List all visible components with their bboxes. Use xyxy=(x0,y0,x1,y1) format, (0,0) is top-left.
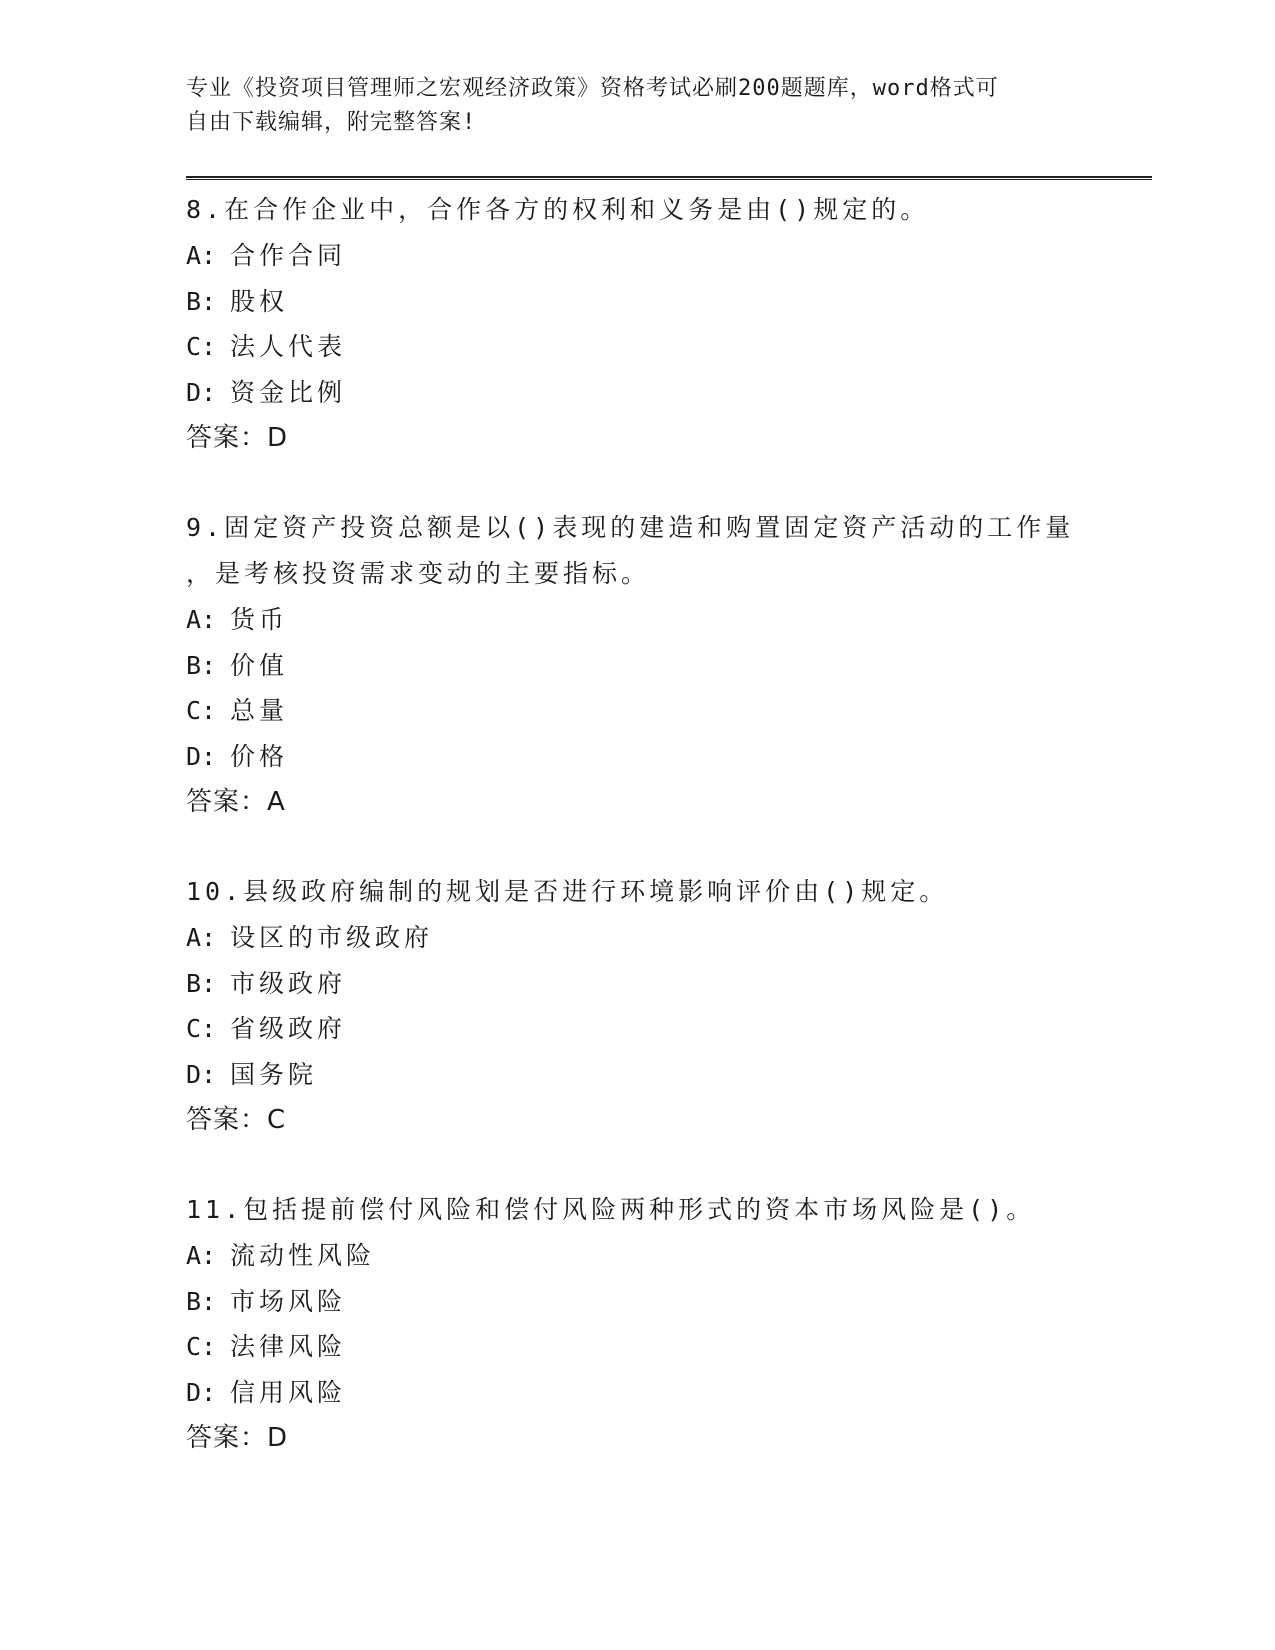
option-letter: A: xyxy=(186,1241,217,1270)
option-text: 信用风险 xyxy=(230,1377,347,1407)
option-c xyxy=(186,1324,1086,1370)
option-text: 价格 xyxy=(230,741,289,771)
header-line-1: 专业《投资项目管理师之宏观经济政策》资格考试必刷200题题库，word格式可 xyxy=(186,76,999,101)
question-text-line-1: 9.固定资产投资总额是以()表现的建造和购置固定资产活动的工作量 xyxy=(186,513,1075,542)
question-text: 8.在合作企业中，合作各方的权利和义务是由()规定的。 xyxy=(186,195,930,224)
question-10 xyxy=(186,869,1086,1143)
question-9 xyxy=(186,505,1086,825)
option-text: 流动性风险 xyxy=(230,1241,376,1270)
option-letter: D: xyxy=(186,1059,217,1089)
answer-line: 答案：C xyxy=(186,1105,287,1135)
option-text: 法人代表 xyxy=(230,332,347,361)
option-a xyxy=(186,1233,1086,1279)
header-divider xyxy=(186,176,1152,180)
answer-line: 答案：A xyxy=(186,787,286,817)
option-letter: D: xyxy=(186,741,217,771)
answer-line: 答案：D xyxy=(186,423,289,453)
option-text: 法律风险 xyxy=(230,1332,347,1361)
option-letter: D: xyxy=(186,1377,217,1407)
option-d xyxy=(186,370,1086,416)
option-letter: A: xyxy=(186,241,217,270)
option-text: 价值 xyxy=(230,650,289,680)
option-letter: D: xyxy=(186,377,217,407)
option-a xyxy=(186,597,1086,643)
option-text: 设区的市级政府 xyxy=(230,923,434,952)
answer-line: 答案：D xyxy=(186,1423,289,1453)
option-text: 总量 xyxy=(230,696,289,725)
option-letter: A: xyxy=(186,923,217,952)
option-d xyxy=(186,1052,1086,1098)
question-11 xyxy=(186,1187,1086,1461)
option-d xyxy=(186,1370,1086,1416)
header-line-2: 自由下载编辑，附完整答案! xyxy=(186,110,477,135)
option-c xyxy=(186,1006,1086,1052)
option-text: 货币 xyxy=(230,605,289,634)
option-letter: B: xyxy=(186,968,217,998)
option-letter: C: xyxy=(186,332,217,361)
option-a xyxy=(186,233,1086,279)
option-b xyxy=(186,643,1086,689)
option-c xyxy=(186,324,1086,370)
option-text: 国务院 xyxy=(230,1059,318,1089)
option-text: 合作合同 xyxy=(230,241,347,270)
option-a xyxy=(186,915,1086,961)
option-text: 市场风险 xyxy=(230,1286,347,1316)
option-letter: C: xyxy=(186,696,217,725)
option-text: 资金比例 xyxy=(230,377,347,407)
option-letter: A: xyxy=(186,605,217,634)
option-letter: C: xyxy=(186,1014,217,1043)
option-letter: C: xyxy=(186,1332,217,1361)
option-letter: B: xyxy=(186,1286,217,1316)
option-text: 股权 xyxy=(230,286,289,316)
question-text-line-2: ，是考核投资需求变动的主要指标。 xyxy=(186,559,651,588)
option-b xyxy=(186,279,1086,325)
question-text: 11.包括提前偿付风险和偿付风险两种形式的资本市场风险是()。 xyxy=(186,1195,1036,1224)
option-d xyxy=(186,734,1086,780)
option-letter: B: xyxy=(186,650,217,680)
option-text: 市级政府 xyxy=(230,968,347,998)
option-text: 省级政府 xyxy=(230,1014,347,1043)
option-letter: B: xyxy=(186,286,217,316)
document-header xyxy=(186,72,1066,140)
option-b xyxy=(186,961,1086,1007)
question-text: 10.县级政府编制的规划是否进行环境影响评价由()规定。 xyxy=(186,877,949,906)
option-b xyxy=(186,1279,1086,1325)
question-list xyxy=(186,187,1086,1461)
question-8 xyxy=(186,187,1086,461)
option-c xyxy=(186,688,1086,734)
